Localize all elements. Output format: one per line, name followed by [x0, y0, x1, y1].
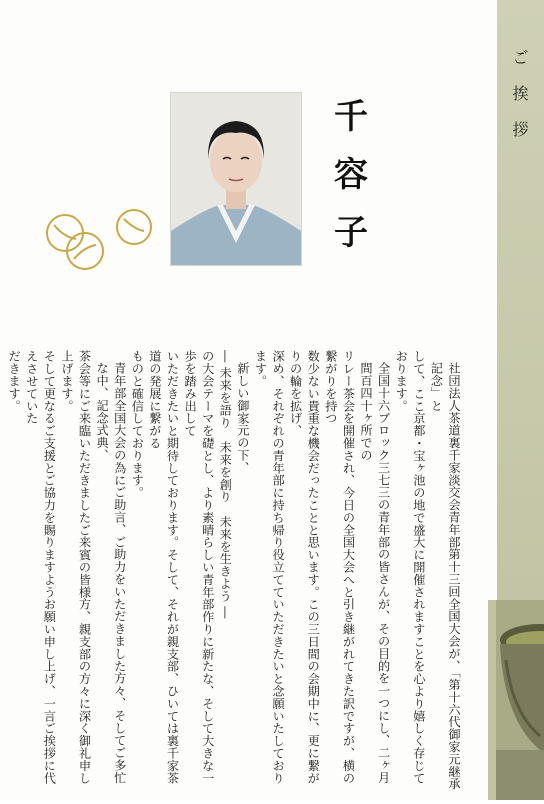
portrait-photo	[170, 92, 302, 266]
paragraph-line: 社団法人茶道裏千家淡交会青年部第十三回全国大会が、「第十六代御家元継承記念」と	[429, 362, 461, 790]
section-title-char: ご	[512, 48, 529, 67]
paragraph-line: リレー茶会を開催され、今日の全国大会へと引き継がれてきた訳ですが、横の繋がりを持つ	[323, 350, 356, 784]
paragraph-line: ものと確信しております。	[130, 350, 145, 499]
author-name-char: 子	[334, 213, 368, 253]
author-name-char: 千	[334, 97, 368, 137]
slogan-line: ― 未来を語り 未来を創り 未来を生きよう ―	[218, 350, 233, 619]
paragraph-line: して、ここ京都・宝ヶ池の地で盛大に開催されますことを心より嬉しく存じております。	[394, 350, 426, 784]
paragraph-line: 全国十六ブロック三七三の青年部の皆さんが、その目的を一つにし、二ヶ月間百四十ヶ所での	[359, 362, 391, 784]
paragraph-line: 深め、それぞれの青年部に持ち帰り役立てていただきたいと念願いたしております。	[253, 350, 286, 784]
paragraph-line: いただきたいと期待しております。そして、それが親支部、ひいては裏千家茶道の発展に繋がる	[147, 350, 180, 784]
section-title	[497, 40, 544, 148]
tea-bowl-photo	[488, 600, 544, 800]
section-title-char: 挨	[512, 84, 529, 103]
paragraph-line: 数少ない貴重な機会だったことと思います。この三日間の会期中に、更に繋がりの輪を拡げ、	[288, 350, 321, 784]
greeting-body	[7, 350, 462, 790]
author-name-char: 容	[334, 155, 368, 195]
paragraph-line: 茶会等にご来臨いただきましたご来賓の皆様方、親支部の方々に深く御礼申し上げます。	[59, 350, 92, 784]
paragraph-line: の大会テーマを礎とし、より素晴らしい青年部作りに新たな、そして大きな一歩を踏み出して	[183, 350, 215, 784]
paragraph-line: 新しい御家元の下、	[235, 362, 250, 474]
section-title-char: 拶	[512, 120, 529, 139]
tea-bowl-icon	[488, 600, 544, 800]
circles-icon	[40, 205, 160, 285]
author-name	[326, 88, 376, 262]
paragraph-line: 青年部全国大会の為にご助言、ご助力をいただきました方々、そしてご多忙な中、記念式典、	[95, 362, 127, 784]
paragraph-line: そして更なるご支援とご協力を賜りますようお願い申し上げ、一言ご挨拶に代えさせていた	[24, 350, 57, 784]
paragraph-line: だきます。	[7, 350, 22, 412]
gold-circles-ornament	[40, 205, 160, 285]
portrait-image	[171, 93, 301, 265]
